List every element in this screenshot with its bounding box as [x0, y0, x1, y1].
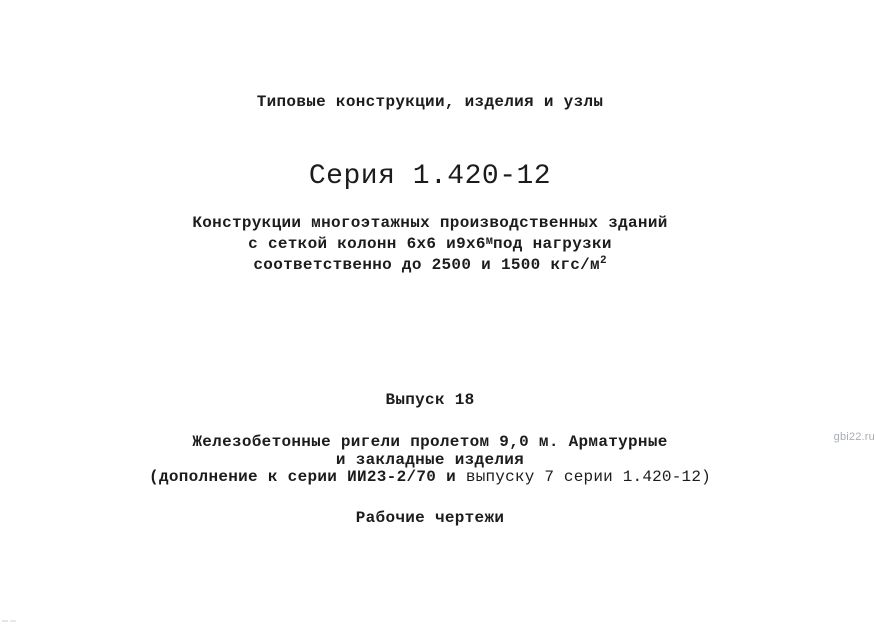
description-line-1: Конструкции многоэтажных производственных зданий — [192, 214, 668, 232]
description-line-2-text: с сеткой колонн 6х6 и9х6 — [248, 234, 486, 253]
subject-line-1: Железобетонные ригели пролетом 9,0 м. Арматурные — [192, 433, 668, 451]
description-line-3 — [0, 253, 860, 275]
subject-line-3 — [0, 469, 860, 487]
subject-line-2: и закладные изделия — [335, 450, 525, 469]
supplement-text: (дополнение к серии ИИ23-2/70 и — [149, 468, 466, 486]
supplement-added-text: выпуску 7 серии 1.420-12) — [465, 468, 711, 486]
series-title: Серия 1.420-12 — [308, 161, 552, 192]
description-line-2-tail: под нагрузки — [493, 234, 612, 253]
scan-artifact — [2, 620, 8, 622]
description-line-3-text: соответственно до 2500 и 1500 кгс/м — [253, 256, 600, 274]
meters-superscript: м — [485, 233, 493, 248]
site-watermark: gbi22.ru — [833, 431, 875, 443]
drawings-label: Рабочие чертежи — [355, 509, 505, 527]
squared-superscript: 2 — [599, 255, 607, 267]
description-line-2 — [0, 233, 860, 254]
issue-label: Выпуск 18 — [385, 391, 475, 409]
subject-block — [0, 434, 860, 487]
series-description — [0, 215, 860, 275]
document-category-line: Типовые конструкции, изделия и узлы — [256, 93, 604, 111]
